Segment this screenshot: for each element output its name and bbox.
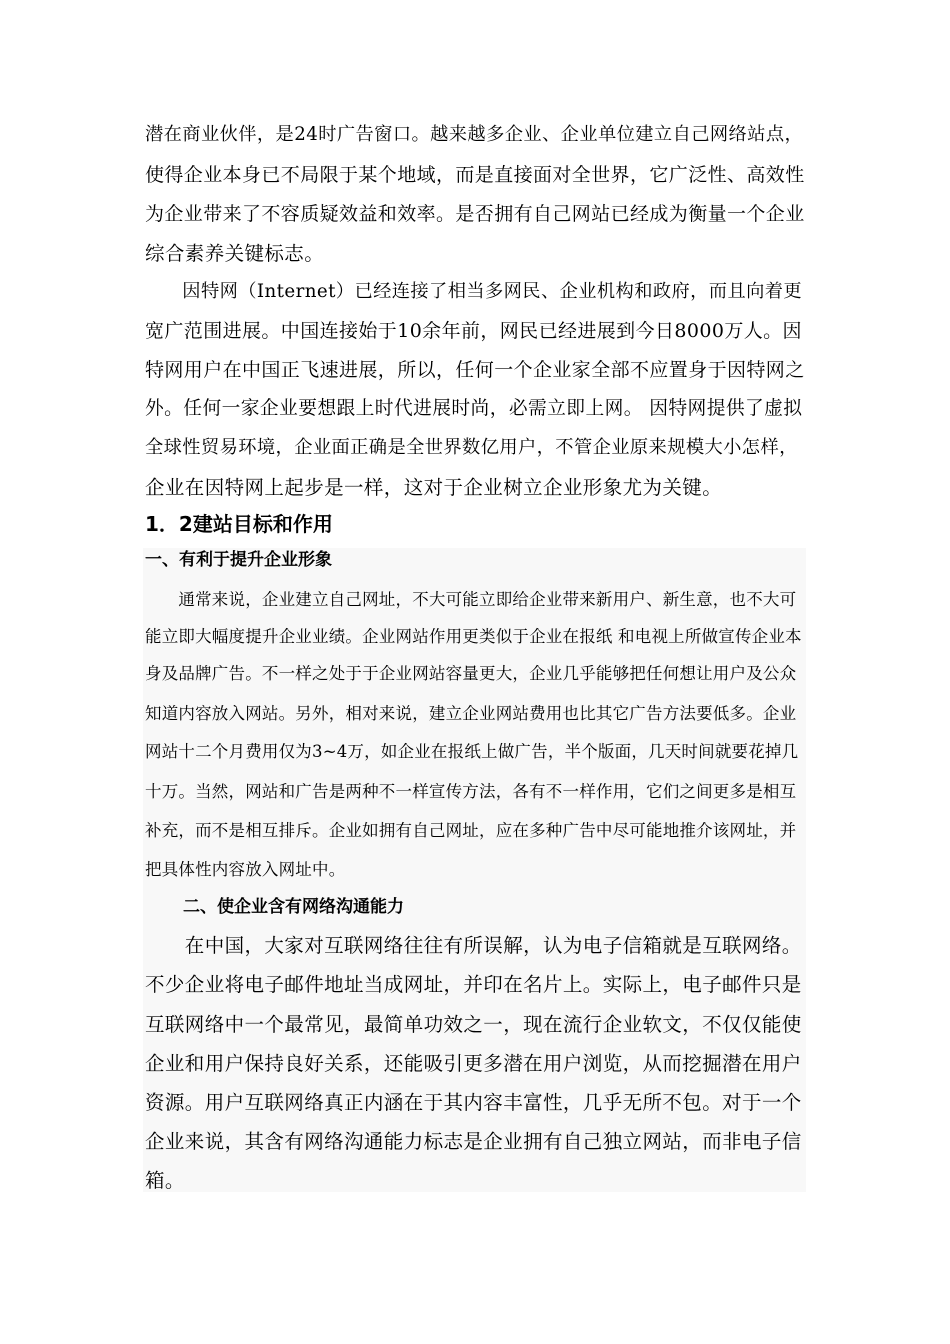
intro-line: 综合素养关键标志。 — [145, 242, 325, 265]
body-line: 十万。当然，网站和广告是两种不一样宣传方法，各有不一样作用，它们之间更多是相互 — [145, 782, 797, 801]
body-line: 通常来说，企业建立自己网址，不大可能立即给企业带来新用户、新生意，也不大可 — [145, 590, 797, 609]
body-line: 知道内容放入网站。另外，相对来说，建立企业网站费用也比其它广告方法要低多。企业 — [145, 704, 797, 723]
intro-line: 为企业带来了不容质疑效益和效率。是否拥有自己网站已经成为衡量一个企业 — [145, 203, 805, 225]
body-line: 网站十二个月费用仅为3~4万，如企业在报纸上做广告，半个版面，几天时间就要花掉几 — [145, 742, 799, 761]
intro-line: 使得企业本身已不局限于某个地域，而是直接面对全世界，它广泛性、高效性 — [145, 164, 805, 186]
body-line: 能立即大幅度提升企业业绩。企业网站作用更类似于企业在报纸 和电视上所做宣传企业本 — [145, 627, 802, 646]
intro-line: 全球性贸易环境，企业面正确是全世界数亿用户，不管企业原来规模大小怎样， — [145, 437, 798, 458]
body-line: 企业和用户保持良好关系，还能吸引更多潜在用户浏览，从而挖掘潜在用户 — [145, 1052, 802, 1075]
body-line: 在中国，大家对互联网络往往有所误解，认为电子信箱就是互联网络。 — [145, 934, 802, 957]
subsection-heading: 一、有利于提升企业形象 — [145, 550, 332, 570]
body-line: 补充，而不是相互排斥。企业如拥有自己网址，应在多种广告中尽可能地推介该网址，并 — [145, 821, 797, 840]
body-line: 不少企业将电子邮件地址当成网址，并印在名片上。实际上，电子邮件只是 — [145, 973, 802, 996]
section-heading: 1．2建站目标和作用 — [145, 512, 333, 536]
body-line: 互联网络中一个最常见，最简单功效之一，现在流行企业软文，不仅仅能使 — [145, 1013, 802, 1036]
body-line: 企业来说，其含有网络沟通能力标志是企业拥有自己独立网站，而非电子信 — [145, 1130, 802, 1153]
intro-line: 特网用户在中国正飞速进展，所以，任何一个企业家全部不应置身于因特网之 — [145, 359, 805, 381]
intro-line: 因特网（Internet）已经连接了相当多网民、企业机构和政府，而且向着更 — [145, 281, 803, 302]
body-line: 资源。用户互联网络真正内涵在于其内容丰富性，几乎无所不包。对于一个 — [145, 1091, 802, 1114]
body-line: 身及品牌广告。不一样之处于于企业网站容量更大，企业几乎能够把任何想让用户及公众 — [145, 664, 797, 683]
subsection-heading: 二、使企业含有网络沟通能力 — [183, 897, 404, 917]
intro-line: 宽广范围进展。中国连接始于10余年前，网民已经进展到今日8000万人。因 — [145, 320, 802, 342]
intro-line: 潜在商业伙伴，是24时广告窗口。越来越多企业、企业单位建立自己网络站点， — [145, 124, 804, 145]
intro-line: 企业在因特网上起步是一样，这对于企业树立企业形象尤为关键。 — [145, 476, 723, 499]
intro-line: 外。任何一家企业要想跟上时代进展时尚，必需立即上网。 因特网提供了虚拟 — [145, 398, 803, 419]
body-line: 把具体性内容放入网址中。 — [145, 860, 346, 879]
body-line: 箱。 — [145, 1169, 185, 1192]
